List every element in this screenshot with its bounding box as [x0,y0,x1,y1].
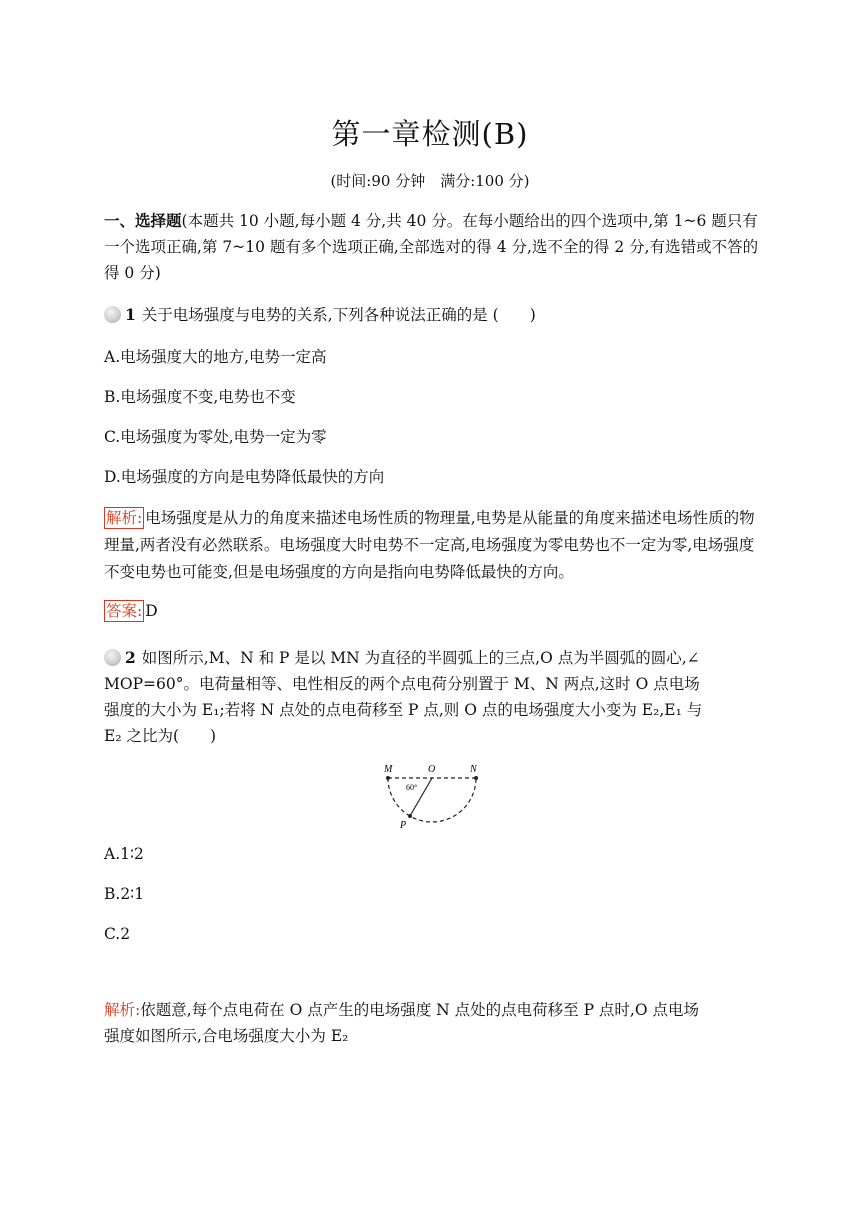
q1-answer [104,598,764,624]
angle-label: 60° [406,783,418,792]
q1-option-c: C.电场强度为零处,电势一定为零 [104,428,327,446]
analysis-text: 电场强度是从力的角度来描述电场性质的物理量,电势是从能量的角度来描述电场性质的物理量,两者没有必然联系。电场强度大时电势不一定高,电场强度为零电势也不一定为零,电场强度不变电势也可能变,但是电场强度的方向是指向电势降低最快的方向。 [104,509,755,581]
question-2-stem [104,645,774,749]
q2-stem-line-2: MOP=60°。电荷量相等、电性相反的两个点电荷分别置于 M、N 两点,这时 O 点电场 [104,675,700,693]
point-m [386,776,390,780]
page-title: 第一章检测(B) [331,117,529,151]
question-bullet-icon [104,649,121,666]
section-heading: 一、选择题 [104,211,182,230]
q2-option-c: C.2 [104,925,131,943]
q1-analysis [104,505,764,586]
exam-info: (时间:90 分钟 满分:100 分) [330,172,530,190]
q2-stem-line-1 [104,645,774,671]
q2-analysis-line-1 [104,997,774,1023]
semicircle-arc [388,778,476,822]
q1-option-a: A.电场强度大的地方,电势一定高 [104,348,327,366]
question-bullet-icon [104,306,121,323]
question-number: 1 [125,305,136,324]
answer-value: D [145,602,158,620]
q2-option-a: A.1∶2 [104,845,144,863]
point-p [408,814,412,818]
semicircle-diagram [378,760,488,830]
label-p: P [400,820,407,830]
label-n: N [470,764,477,775]
analysis-label: 解析: [106,509,143,527]
q2-option-b: B.2∶1 [104,885,145,903]
question-text: 关于电场强度与电势的关系,下列各种说法正确的是 ( ) [141,306,536,324]
analysis-label: 解析: [104,1001,141,1019]
question-1-stem [104,302,764,328]
q2-analysis [104,997,774,1049]
question-number: 2 [125,648,136,667]
q2-analysis-text-1: 依题意,每个点电荷在 O 点产生的电场强度 N 点处的点电荷移至 P 点时,O 点电场 [140,1001,699,1019]
answer-label: 答案: [106,602,143,620]
q2-stem-line-3: 强度的大小为 E₁;若将 N 点处的点电荷移至 P 点,则 O 点的电场强度大小变为 E₂,E₁ 与 [104,701,703,719]
point-n [474,776,478,780]
q2-stem-line-4: E₂ 之比为( ) [104,727,217,745]
label-m: M [384,764,393,775]
q2-stem-text-1: 如图所示,M、N 和 P 是以 MN 为直径的半圆弧上的三点,O 点为半圆弧的圆心,∠ [141,649,700,667]
section-text: (本题共 10 小题,每小题 4 分,共 40 分。在每小题给出的四个选项中,第 1~6 题只有一个选项正确,第 7~10 题有多个选项正确,全部选对的得 4 分,选不全的得 2 分,有选错或不答的得 0 分) [104,212,759,282]
section-instructions [104,208,764,286]
q1-option-b: B.电场强度不变,电势也不变 [104,388,296,406]
q1-option-d: D.电场强度的方向是电势降低最快的方向 [104,468,385,486]
q2-analysis-line-2: 强度如图所示,合电场强度大小为 E₂ [104,1027,349,1045]
label-o: O [428,764,436,775]
